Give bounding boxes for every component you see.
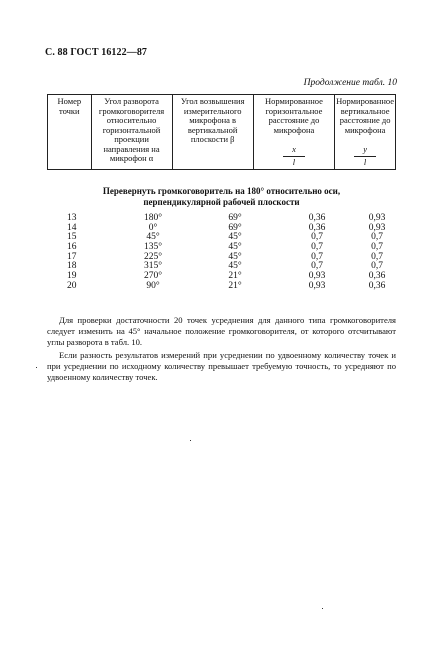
- cell-point-number: 19: [67, 271, 77, 282]
- cell-rotation-angle: 225°: [143, 251, 163, 262]
- cell-vertical-distance: 0,36: [368, 280, 386, 291]
- fraction-denominator: l: [363, 156, 367, 167]
- cell-point-number: 18: [67, 261, 77, 272]
- cell-vertical-distance: 0,7: [371, 261, 383, 272]
- cell-vertical-distance: 0,93: [368, 213, 386, 223]
- vertical-distance-label: Нормированное вертикальное расстояние до микрофона: [336, 96, 394, 135]
- fraction-denominator: l: [292, 156, 296, 167]
- table-row: [47, 214, 396, 224]
- cell-rotation-angle: 45°: [146, 232, 160, 243]
- cell-rotation-angle: 270°: [143, 271, 163, 282]
- vertical-distance-fraction: [354, 145, 376, 167]
- cell-horizontal-distance: 0,7: [311, 261, 323, 272]
- column-header-elevation-angle: Угол возвышения измерительного микрофона в вертикальной плоскости β: [172, 95, 253, 170]
- subheading-line: Перевернуть громкоговоритель на 180° относительно оси,: [102, 186, 341, 196]
- table-row: [47, 233, 396, 243]
- cell-vertical-distance: 0,36: [368, 271, 386, 282]
- cell-rotation-angle: 135°: [143, 242, 163, 253]
- page-header: С. 88 ГОСТ 16122—87: [45, 47, 148, 58]
- cell-rotation-angle: 90°: [146, 280, 160, 291]
- scan-speck: [36, 367, 37, 368]
- paragraph: Для проверки достаточности 20 точек усреднения для данного типа громкоговорителя следует изменить на 45° начальное положение громкоговорителя, от которого отсчитывают углы разворота в табл. 10.: [47, 315, 396, 347]
- fraction-numerator: x: [292, 144, 296, 155]
- cell-elevation-angle: 21°: [228, 271, 242, 282]
- cell-rotation-angle: 180°: [143, 213, 163, 223]
- scan-speck: [190, 440, 191, 441]
- table-row: [47, 224, 396, 234]
- table-subheading: [47, 186, 396, 209]
- column-header-point-number: Номер точки: [48, 95, 92, 170]
- cell-point-number: 14: [67, 222, 77, 233]
- cell-point-number: 15: [67, 232, 77, 243]
- table-row: [47, 282, 396, 292]
- cell-rotation-angle: 315°: [143, 261, 163, 272]
- cell-point-number: 16: [67, 242, 77, 253]
- cell-vertical-distance: 0,7: [371, 242, 383, 253]
- cell-elevation-angle: 45°: [228, 232, 242, 243]
- cell-elevation-angle: 45°: [228, 242, 242, 253]
- column-header-vertical-distance: [335, 95, 396, 170]
- cell-point-number: 13: [67, 213, 77, 223]
- body-text: [47, 315, 396, 385]
- scan-speck: [322, 608, 323, 609]
- cell-elevation-angle: 45°: [228, 251, 242, 262]
- cell-elevation-angle: 45°: [228, 261, 242, 272]
- table-row: [47, 262, 396, 272]
- table-continuation-label: Продолжение табл. 10: [303, 78, 397, 88]
- table-row: [47, 272, 396, 282]
- cell-horizontal-distance: 0,7: [311, 232, 323, 243]
- cell-elevation-angle: 69°: [228, 213, 242, 223]
- subheading-line: перпендикулярной рабочей плоскости: [143, 197, 300, 208]
- column-header-horizontal-distance: [253, 95, 334, 170]
- table-body: [47, 214, 396, 292]
- cell-horizontal-distance: 0,36: [308, 213, 326, 223]
- horizontal-distance-label: Нормированное горизонтальное расстояние до микрофона: [265, 96, 323, 135]
- cell-elevation-angle: 69°: [228, 222, 242, 233]
- cell-vertical-distance: 0,93: [368, 222, 386, 233]
- cell-point-number: 17: [67, 251, 77, 262]
- cell-horizontal-distance: 0,7: [311, 242, 323, 253]
- cell-horizontal-distance: 0,93: [308, 280, 326, 291]
- table-header: [47, 94, 396, 170]
- cell-horizontal-distance: 0,36: [308, 222, 326, 233]
- column-header-rotation-angle: Угол разворота громкоговорителя относительно горизонтальной проекции направления на микрофон α: [91, 95, 172, 170]
- cell-horizontal-distance: 0,93: [308, 271, 326, 282]
- paragraph: Если разность результатов измерений при усреднении по удвоенному количеству точек и при усреднении по исходному количеству превышает требуемую точность, то усредняют по удвоенному количеству точек.: [47, 350, 396, 382]
- cell-vertical-distance: 0,7: [371, 251, 383, 262]
- cell-point-number: 20: [67, 280, 77, 291]
- cell-horizontal-distance: 0,7: [311, 251, 323, 262]
- horizontal-distance-fraction: [283, 145, 305, 167]
- cell-vertical-distance: 0,7: [371, 232, 383, 243]
- cell-rotation-angle: 0°: [148, 222, 158, 233]
- table-row: [47, 253, 396, 263]
- fraction-numerator: y: [363, 144, 367, 155]
- table-row: [47, 243, 396, 253]
- cell-elevation-angle: 21°: [228, 280, 242, 291]
